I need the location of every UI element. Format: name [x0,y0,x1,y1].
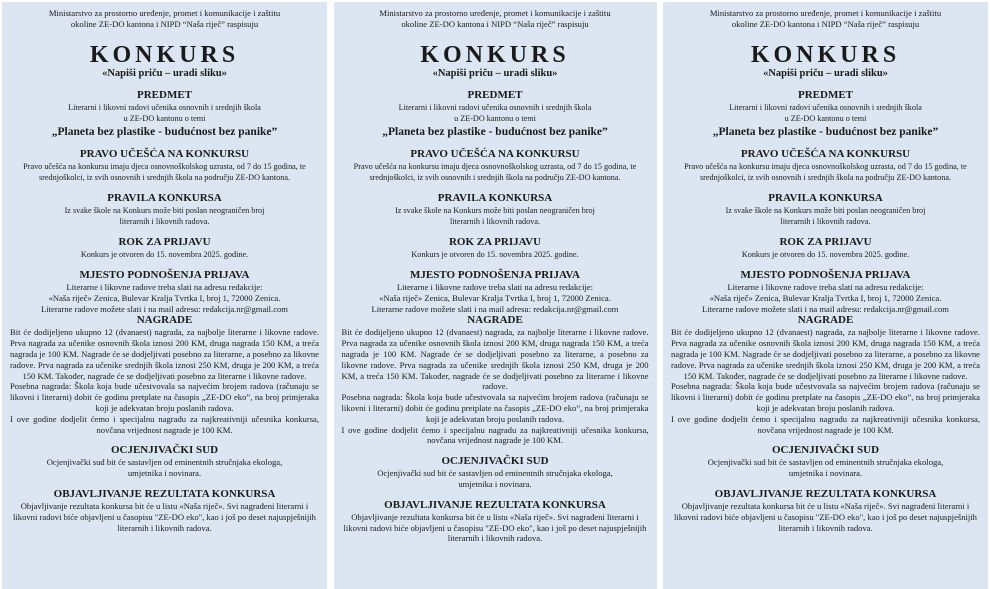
konkurs-subtitle: «Napiši priču – uradi sliku» [763,68,888,79]
konkurs-panel-3 [663,2,988,589]
sud-section [671,444,980,479]
pravila-line-1: Iz svake škole na Konkurs može biti poslan neograničen broj [395,206,595,215]
mjesto-line-2: «Naša riječ» Zenica, Bulevar Kralja Tvrtka I, broj 1, 72000 Zenica. [48,292,281,303]
pravila-section [342,192,649,227]
organizer-line-2: okoline ZE-DO kantona i NIPD “Naša riječ” raspisuju [731,19,920,29]
objava-text: Objavljivanje rezultata konkursa bit će u listu «Naša riječ». Svi nagrađeni literarni i likovni radovi biće objavljeni u časopisu "ZE-DO eko", kao i još po deset najuspješnijih literarnih i likovnih radova. [13,500,316,533]
organizer-line-1: Ministarstvo za prostorno uređenje, promet i komunikacije i zaštitu [709,8,942,18]
nagrade-paragraph-1: Bit će dodijeljeno ukupno 12 (dvanaest) nagrada, za najbolje literarne i likovne radove. Prva nagrada za učenike osnovnih škola iznosi 200 KM, druga nagrada 150 KM, a treća nagrada je 100 KM. Nagrade će se dodjeljivati posebno za literarne, a posebno za likovne radove. Prva nagrada za učenike srednjih škola iznosi 250 KM, druga je 200 KM, a treća 150 KM. Također, nagrade će se dodjeljivati posebno za literarne i likovne radove. [10,327,319,381]
pravila-line-1: Iz svake škole na Konkurs može biti poslan neograničen broj [64,206,265,215]
pravila-heading: PRAVILA KONKURSA [768,192,883,204]
objava-text: Objavljivanje rezultata konkursa bit će u listu «Naša riječ». Svi nagrađeni literarni i likovni radovi biće objavljeni u časopisu "ZE-DO eko", kao i još po deset najuspješnijih literarnih i likovnih radova. [343,511,647,544]
predmet-heading: PREDMET [467,89,523,101]
organizer-line-1: Ministarstvo za prostorno uređenje, promet i komunikacije i zaštitu [48,8,281,18]
konkurs-panel-2 [334,2,657,589]
objava-section [671,488,980,533]
pravo-line-1: Pravo učešća na konkursu imaju djeca osnovnoškolskog uzrasta, od 7 do 15 godina, te [353,162,637,171]
objava-text: Objavljivanje rezultata konkursa bit će u listu «Naša riječ». Svi nagrađeni literarni i likovni radovi biće objavljeni u časopisu "ZE-DO eko", kao i još po deset najuspješnijih literarnih i likovnih radova. [674,500,977,533]
rok-section [10,236,319,260]
predmet-heading: PREDMET [798,89,853,101]
predmet-line-1: Literarni i likovni radovi učenika osnovnih i srednjih škola [398,103,592,112]
sud-heading: OCJENJIVAČKI SUD [110,444,219,457]
rok-heading: ROK ZA PRIJAVU [448,236,542,248]
konkurs-title: KONKURS [89,42,240,68]
pravila-line-2: literarnih i likovnih radova. [119,217,210,226]
nagrade-section [10,314,319,435]
mjesto-line-2: «Naša riječ» Zenica, Bulevar Kralja Tvrtka I, broj 1, 72000 Zenica. [379,292,611,303]
pravila-line-1: Iz svake škole na Konkurs može biti poslan neograničen broj [725,206,926,215]
konkurs-theme: „Planeta bez plastike - budućnost bez panike” [382,126,608,138]
nagrade-heading: NAGRADE [797,314,854,327]
pravo-section [342,148,649,183]
sud-line-2: umjetnika i novinara. [788,468,863,479]
mjesto-heading: MJESTO PODNOŠENJA PRIJAVA [740,269,911,281]
nagrade-section [342,314,649,446]
nagrade-paragraph-2: Posebna nagrada: Škola koja bude učestvovala sa najvećim brojem radova (računaju se likovni i literarni) dobit će godinu pretplate na časopis „ZE-DO eko”, na broj primjeraka koji je adekvatan broju poslanih radova. [10,381,319,413]
predmet-section [342,89,649,139]
pravo-heading: PRAVO UČEŠĆA NA KONKURSU [740,148,911,160]
sud-line-1: Ocjenjivački sud bit će sastavljen od eminentnih stručnjaka ekologa, [707,457,944,468]
organizer-line-2: okoline ZE-DO kantona i NIPD “Naša riječ” raspisuju [401,19,589,29]
rok-text: Konkurs je otvoren do 15. novembra 2025. godine. [411,250,579,259]
rok-heading: ROK ZA PRIJAVU [779,236,872,248]
pravo-heading: PRAVO UČEŠĆA NA KONKURSU [410,148,580,160]
konkurs-theme: „Planeta bez plastike - budućnost bez panike” [712,126,939,138]
konkurs-title: KONKURS [750,42,901,68]
konkurs-subtitle: «Napiši priču – uradi sliku» [432,68,558,79]
mjesto-line-3: Literarne radove možete slati i na mail adresu: redakcija.nr@gmail.com [40,303,288,314]
mjesto-line-3: Literarne radove možete slati i na mail adresu: redakcija.nr@gmail.com [701,303,949,314]
pravila-heading: PRAVILA KONKURSA [107,192,222,204]
konkurs-subtitle: «Napiši priču – uradi sliku» [102,68,227,79]
rok-section [342,236,649,260]
predmet-section [671,89,980,139]
nagrade-paragraph-3: I ove godine dodjelit ćemo i specijalnu nagradu za najkreativniji učesnika konkursa, novčana vrijednost nagrade je 100 KM. [10,413,319,435]
mjesto-heading: MJESTO PODNOŠENJA PRIJAVA [79,269,250,281]
nagrade-heading: NAGRADE [136,314,193,327]
pravila-section [671,192,980,227]
pravo-line-2: srednjoškolci, iz svih osnovnih i srednjih škola na području ZE-DO kantona. [699,173,952,182]
objava-heading: OBJAVLJIVANJE REZULTATA KONKURSA [384,498,606,511]
pravo-line-2: srednjoškolci, iz svih osnovnih i srednjih škola na području ZE-DO kantona. [38,173,291,182]
pravo-section [671,148,980,183]
sud-heading: OCJENJIVAČKI SUD [441,455,549,468]
pravila-heading: PRAVILA KONKURSA [437,192,553,204]
mjesto-line-2: «Naša riječ» Zenica, Bulevar Kralja Tvrtka I, broj 1, 72000 Zenica. [709,292,942,303]
mjesto-line-1: Literarne i likovne radove treba slati na adresu redakcije: [66,282,263,292]
konkurs-panel-1 [2,2,327,589]
predmet-line-1: Literarni i likovni radovi učenika osnovnih i srednjih škola [729,103,922,112]
rok-section [671,236,980,260]
mjesto-line-1: Literarne i likovne radove treba slati na adresu redakcije: [396,282,594,292]
nagrade-paragraph-2: Posebna nagrada: Škola koja bude učestvovala sa najvećim brojem radova (računaju se likovni i literarni) dobit će godinu pretplate na časopis „ZE-DO eko”, na broj primjeraka koji je adekvatan broju poslanih radova. [671,381,980,413]
nagrade-paragraph-3: I ove godine dodjelit ćemo i specijalnu nagradu za najkreativniji učesnika konkursa, novčana vrijednost nagrade je 100 KM. [671,413,980,435]
objava-heading: OBJAVLJIVANJE REZULTATA KONKURSA [714,487,937,500]
sud-line-1: Ocjenjivački sud bit će sastavljen od eminentnih stručnjaka ekologa, [46,457,283,468]
predmet-section [10,89,319,139]
organizer-line-1: Ministarstvo za prostorno uređenje, promet i komunikacije i zaštitu [379,8,611,18]
nagrade-paragraph-1: Bit će dodijeljeno ukupno 12 (dvanaest) nagrada, za najbolje literarne i likovne radove. Prva nagrada za učenike osnovnih škola iznosi 200 KM, druga nagrada 150 KM, a treća nagrada je 100 KM. Nagrade će se dodjeljivati posebno za literarne, a posebno za likovne radove. Prva nagrada za učenike srednjih škola iznosi 250 KM, druga je 200 KM, a treća 150 KM. Također, nagrade će se dodjeljivati posebno za literarne i likovne radove. [341,327,649,392]
predmet-line-2: u ZE-DO kantonu o temi [784,114,867,123]
sud-line-1: Ocjenjivački sud bit će sastavljen od eminentnih stručnjaka ekologa, [377,468,613,479]
predmet-line-1: Literarni i likovni radovi učenika osnovnih i srednjih škola [68,103,261,112]
sud-line-2: umjetnika i novinara. [127,468,202,479]
mjesto-section [10,269,319,314]
nagrade-paragraph-2: Posebna nagrada: Škola koja bude učestvovala sa najvećim brojem radova (računaju se likovni i literarni) dobit će godinu pretplate na časopis „ZE-DO eko”, na broj primjeraka koji je adekvatan broju poslanih radova. [341,392,649,424]
predmet-line-2: u ZE-DO kantonu o temi [123,114,206,123]
sud-heading: OCJENJIVAČKI SUD [771,444,880,457]
mjesto-line-3: Literarne radove možete slati i na mail adresu: redakcija.nr@gmail.com [371,303,619,314]
predmet-line-2: u ZE-DO kantonu o temi [454,114,536,123]
sud-line-2: umjetnika i novinara. [458,478,532,489]
pravila-line-2: literarnih i likovnih radova. [449,217,541,226]
mjesto-section [342,269,649,314]
konkurs-title: KONKURS [420,42,570,68]
mjesto-heading: MJESTO PODNOŠENJA PRIJAVA [410,269,580,281]
pravo-line-1: Pravo učešća na konkursu imaju djeca osnovnoškolskog uzrasta, od 7 do 15 godina, te [23,162,306,171]
rok-text: Konkurs je otvoren do 15. novembra 2025. godine. [741,250,910,259]
predmet-heading: PREDMET [137,89,192,101]
nagrade-paragraph-1: Bit će dodijeljeno ukupno 12 (dvanaest) nagrada, za najbolje literarne i likovne radove. Prva nagrada za učenike osnovnih škola iznosi 200 KM, druga nagrada 150 KM, a treća nagrada je 100 KM. Nagrade će se dodjeljivati posebno za literarne, a posebno za likovne radove. Prva nagrada za učenike srednjih škola iznosi 250 KM, druga je 200 KM, a treća 150 KM. Također, nagrade će se dodjeljivati posebno za literarne i likovne radove. [671,327,980,381]
nagrade-section [671,314,980,435]
sud-section [342,455,649,490]
pravo-section [10,148,319,183]
pravo-heading: PRAVO UČEŠĆA NA KONKURSU [79,148,250,160]
mjesto-line-1: Literarne i likovne radove treba slati na adresu redakcije: [727,282,924,292]
mjesto-section [671,269,980,314]
pravo-line-1: Pravo učešća na konkursu imaju djeca osnovnoškolskog uzrasta, od 7 do 15 godina, te [684,162,967,171]
nagrade-paragraph-3: I ove godine dodjelit ćemo i specijalnu nagradu za najkreativniji učesnika konkursa, novčana vrijednost nagrade je 100 KM. [341,424,649,446]
objava-section [342,499,649,544]
pravila-line-2: literarnih i likovnih radova. [780,217,871,226]
sud-section [10,444,319,479]
pravila-section [10,192,319,227]
konkurs-theme: „Planeta bez plastike - budućnost bez panike” [51,126,278,138]
objava-heading: OBJAVLJIVANJE REZULTATA KONKURSA [53,487,276,500]
organizer-line-2: okoline ZE-DO kantona i NIPD “Naša riječ” raspisuju [70,19,259,29]
nagrade-heading: NAGRADE [467,314,523,327]
rok-heading: ROK ZA PRIJAVU [118,236,211,248]
pravo-line-2: srednjoškolci, iz svih osnovnih i srednjih škola na području ZE-DO kantona. [369,173,621,182]
rok-text: Konkurs je otvoren do 15. novembra 2025. godine. [80,250,249,259]
objava-section [10,488,319,533]
